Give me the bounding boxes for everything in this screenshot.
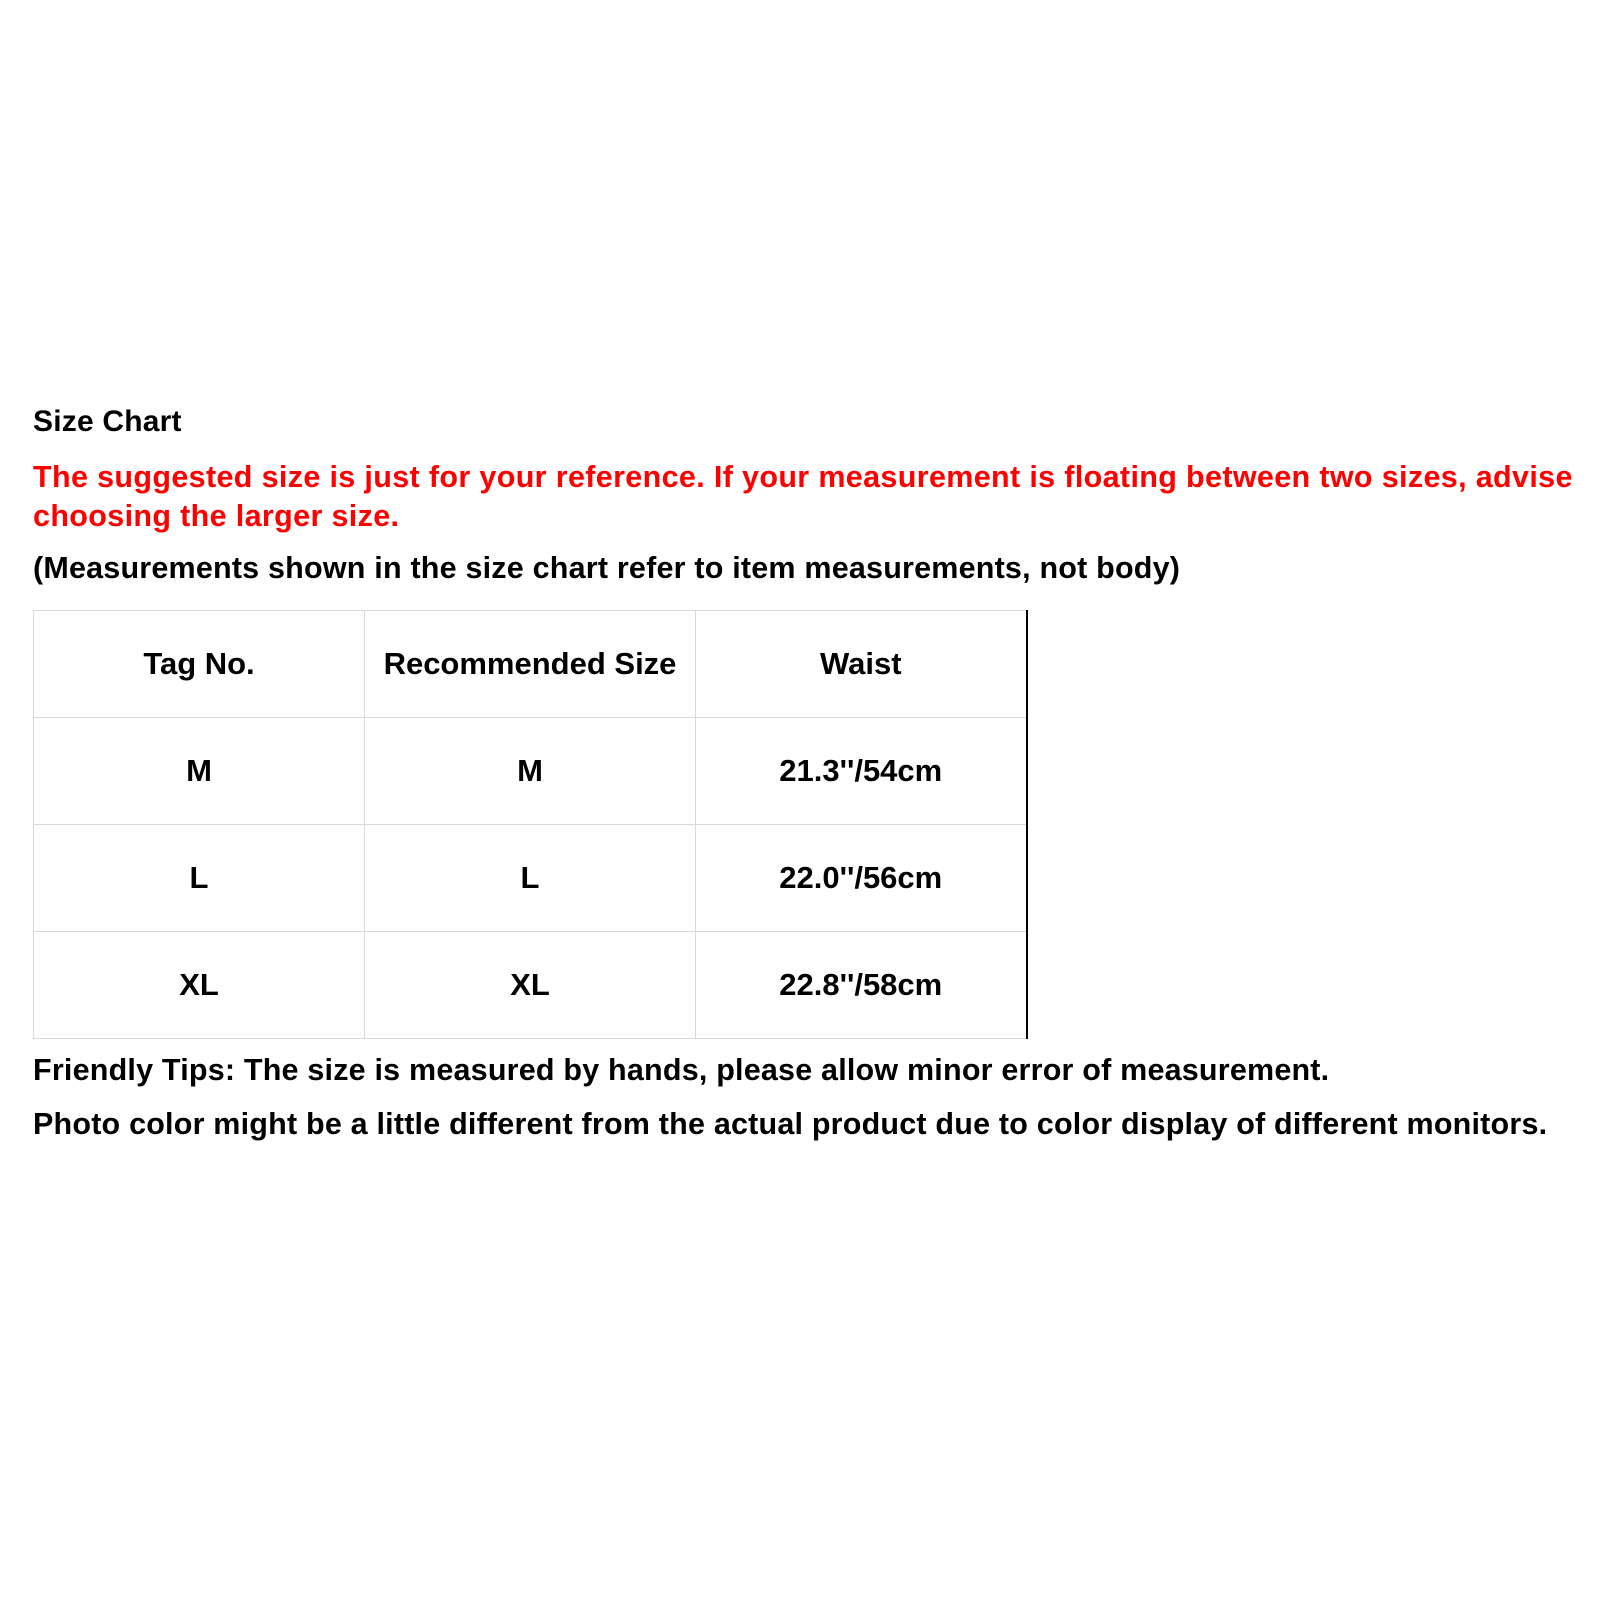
table-row — [34, 718, 1027, 825]
cell-tag-no: M — [34, 718, 365, 825]
table-header-row — [34, 611, 1027, 718]
cell-recommended-size: M — [365, 718, 696, 825]
cell-waist: 22.0''/56cm — [696, 825, 1027, 932]
cell-recommended-size: L — [365, 825, 696, 932]
size-chart-sheet — [33, 404, 1573, 1204]
size-chart-content — [33, 404, 1573, 1172]
cell-tag-no: XL — [34, 932, 365, 1039]
friendly-tips: Friendly Tips: The size is measured by hands, please allow minor error of measurement. — [33, 1053, 1330, 1087]
header-waist: Waist — [696, 611, 1027, 718]
table-row — [34, 932, 1027, 1039]
size-suggestion-notice: The suggested size is just for your reference. If your measurement is floating between two sizes, advise choosing the larger size. — [33, 460, 1573, 533]
measurement-note: (Measurements shown in the size chart refer to item measurements, not body) — [33, 551, 1181, 585]
cell-waist: 21.3''/54cm — [696, 718, 1027, 825]
page-title: Size Chart — [33, 405, 182, 438]
photo-color-note: Photo color might be a little different from the actual product due to color display of different monitors. — [33, 1107, 1548, 1141]
cell-waist: 22.8''/58cm — [696, 932, 1027, 1039]
cell-tag-no: L — [34, 825, 365, 932]
table-row — [34, 825, 1027, 932]
header-recommended-size: Recommended Size — [365, 611, 696, 718]
cell-recommended-size: XL — [365, 932, 696, 1039]
header-tag-no: Tag No. — [34, 611, 365, 718]
size-table — [33, 610, 1028, 1039]
